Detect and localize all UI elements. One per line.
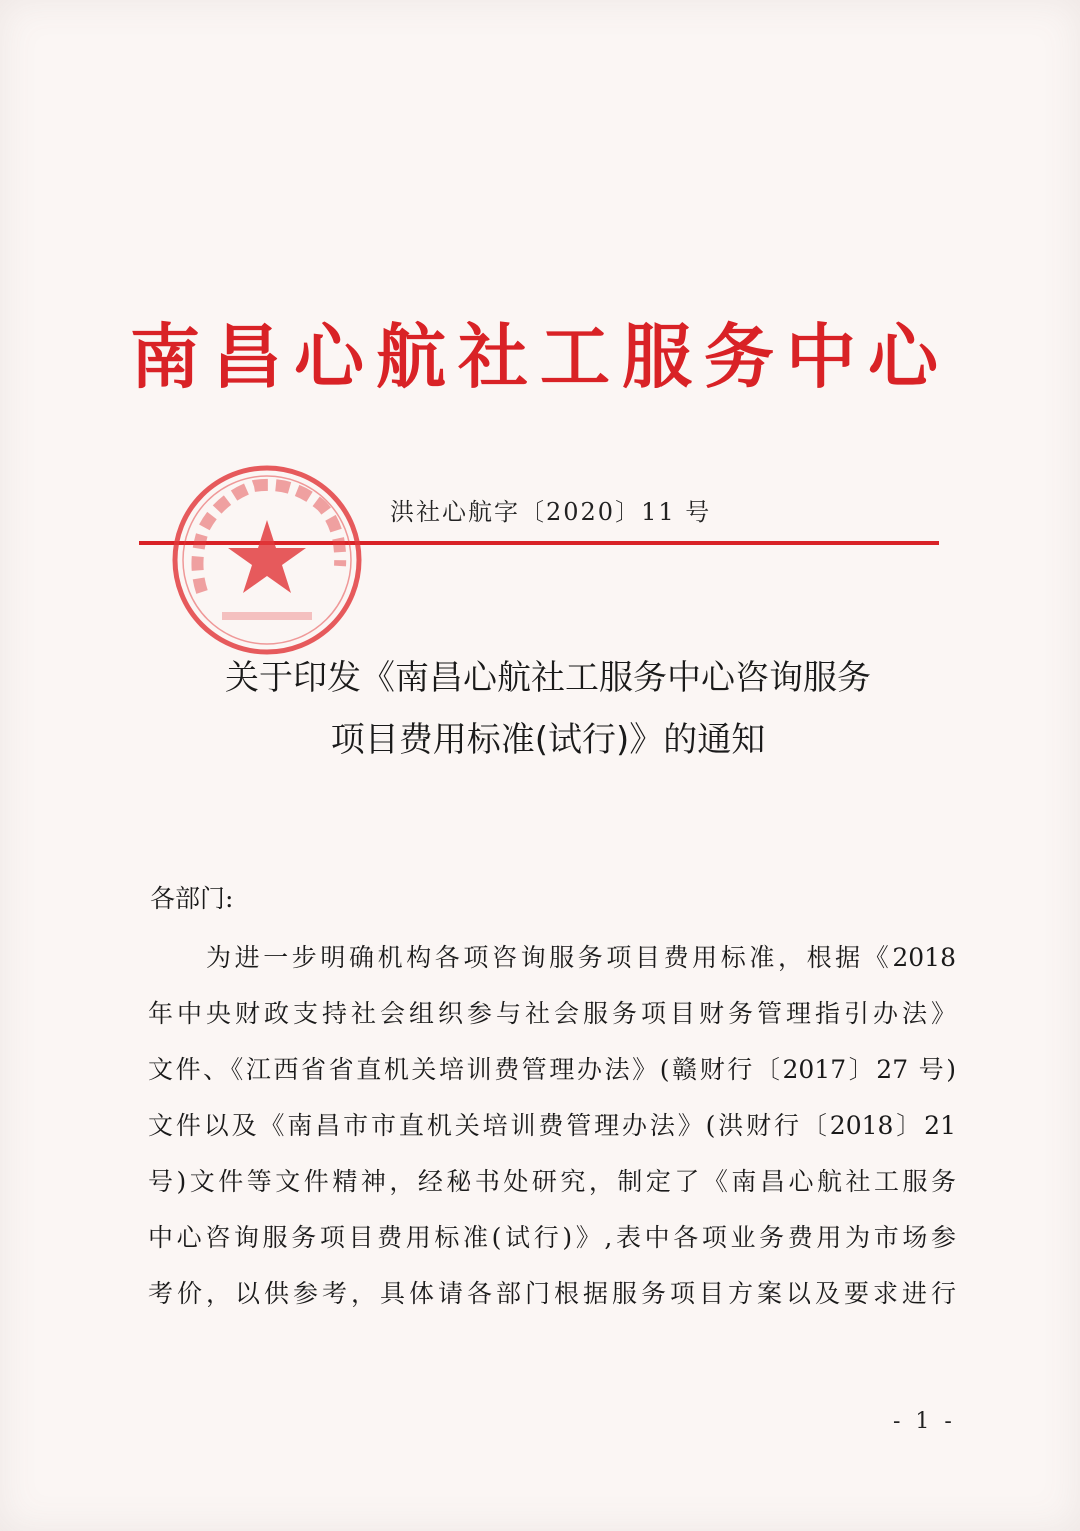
body-paragraph-line: 年中央财政支持社会组织参与社会服务项目财务管理指引办法》 xyxy=(148,999,956,1028)
body-paragraph-line: 号)文件等文件精神，经秘书处研究，制定了《南昌心航社工服务 xyxy=(148,1167,956,1196)
body-paragraph-line: 为进一步明确机构各项咨询服务项目费用标准，根据《2018 xyxy=(206,943,956,972)
salutation: 各部门: xyxy=(150,884,234,913)
document-number: 洪社心航字〔2020〕11 号 xyxy=(390,498,712,526)
body-paragraph-line: 文件、《江西省省直机关培训费管理办法》(赣财行〔2017〕27 号) xyxy=(148,1055,956,1084)
body-paragraph-line: 文件以及《南昌市市直机关培训费管理办法》(洪财行〔2018〕21 xyxy=(148,1111,956,1140)
letterhead-organization-title: 南昌心航社工服务中心 xyxy=(130,315,950,398)
body-paragraph-line: 考价，以供参考，具体请各部门根据服务项目方案以及要求进行 xyxy=(148,1279,956,1308)
body-paragraph-line: 中心咨询服务项目费用标准(试行)》,表中各项业务费用为市场参 xyxy=(148,1223,956,1252)
page-number: - 1 - xyxy=(893,1409,956,1434)
official-seal-icon xyxy=(162,462,372,662)
notice-title-line-1: 关于印发《南昌心航社工服务中心咨询服务 xyxy=(225,658,871,698)
notice-title-line-2: 项目费用标准(试行)》的通知 xyxy=(330,720,766,760)
